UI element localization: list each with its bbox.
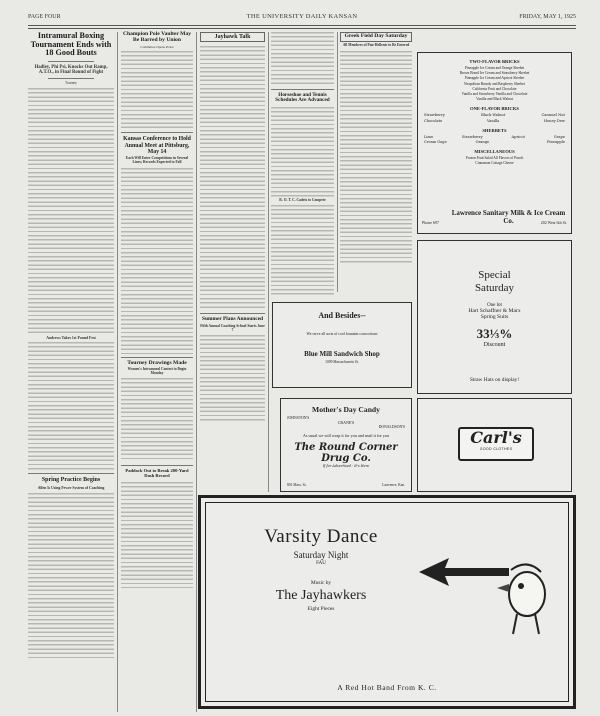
- sherbet-item: Strawberry: [461, 134, 483, 139]
- sherbet-item: Cream Gage: [424, 140, 447, 145]
- masthead-rule-2: [28, 28, 576, 29]
- mothers-day-ad: [280, 398, 412, 492]
- tournament-lead: Tourney: [65, 81, 77, 86]
- varsity-pieces: Eight Pieces: [307, 606, 335, 612]
- besides-title: And Besides--: [318, 311, 366, 320]
- one-flavor-item: Caramel Nut: [541, 113, 565, 118]
- varsity-title: Varsity Dance: [264, 526, 378, 547]
- rotc-headline: R. O. T. C. Cadets to Compete: [279, 197, 326, 202]
- article-body: [121, 482, 193, 588]
- column-rule: [268, 32, 269, 492]
- pole-vaulter-dateline: Committee Opens Probe: [140, 44, 174, 49]
- two-flavor-item: Vanilla and Black Walnut: [476, 97, 513, 102]
- sherbets-title: SHERBETS: [482, 127, 507, 133]
- drug-store-city: Lawrence, Kan.: [382, 483, 405, 487]
- drug-store-footer: [287, 483, 405, 487]
- article-body: [28, 342, 114, 470]
- one-flavor-item: Chocolate: [424, 118, 443, 123]
- varsity-footer: A Red Hot Band From K. C.: [337, 683, 437, 692]
- varsity-band: The Jayhawkers: [275, 588, 367, 603]
- paddock-headline: Paddock Out to Break 200-Yard Dash Record: [125, 468, 189, 479]
- two-flavor-item: Pineapple Ice Cream and Apricot Sherbet: [464, 76, 525, 81]
- ice-cream-footer: [422, 209, 567, 227]
- jayhawk-arrow-icon: [409, 544, 559, 644]
- one-flavor-title: ONE-FLAVOR BRICKS: [470, 106, 519, 112]
- special-saturday-ad: [417, 240, 572, 394]
- special-line-3: Spring Suits: [480, 314, 509, 320]
- besides-line: We serve all sorts of cool fountain concoctions: [306, 332, 378, 336]
- varsity-dance-ad: [198, 495, 576, 709]
- two-flavor-item: California Fruit and Chocolate: [472, 86, 517, 91]
- article-body: [28, 88, 114, 334]
- one-flavor-item: Vanilla: [486, 118, 500, 123]
- two-flavor-list: [418, 66, 571, 102]
- ice-cream-address: 202 West 6th St.: [540, 220, 567, 225]
- sherbet-item: Lime: [424, 134, 434, 139]
- sherbet-item: Pineapple: [546, 140, 565, 145]
- column-5: [340, 32, 412, 263]
- straw-hats: Straw Hats on display!: [469, 377, 520, 383]
- special-line-1: One lot: [487, 303, 502, 308]
- sherbet-row: [424, 140, 565, 145]
- one-flavor-item: Honey Dew: [543, 118, 565, 123]
- article-body: [28, 493, 114, 658]
- varsity-dance-text: [221, 526, 421, 612]
- special-discount: 33⅓%: [476, 326, 513, 341]
- jayhawk-talk-headline: Jayhawk Talk: [200, 32, 265, 42]
- misc-list: [418, 156, 571, 166]
- one-flavor-row: [424, 119, 565, 124]
- article-body: [200, 335, 265, 423]
- article-body: [200, 46, 265, 310]
- two-flavor-item: Neapolitan Brandy and Raspberry Sherbet: [464, 81, 525, 86]
- carls-logo: [458, 427, 534, 461]
- article-body: [271, 32, 334, 86]
- varsity-venue: FAU: [316, 561, 326, 566]
- mothers-day-title: Mother's Day Candy: [312, 405, 380, 414]
- summer-subhead: Fifth Annual Coaching School Starts June 7: [200, 323, 265, 332]
- summer-headline: Summer Plans Announced: [201, 316, 263, 323]
- two-flavor-item: Pineapple Ice Cream and Orange Sherbet: [464, 66, 525, 70]
- sherbet-item: Grape: [553, 134, 565, 139]
- carls-brand: Carl's: [470, 428, 522, 447]
- ice-cream-ad: [417, 52, 572, 234]
- tournament-subhead: Hadley, Phi Psi, Knocks Out Ramp, A.T.O., in Final Round of Fight: [34, 64, 108, 76]
- brand-johnston: JOHNSTON'S: [287, 416, 310, 420]
- conference-headline: Kansas Conference to Hold Annual Meet at Pittsburg, May 14: [123, 136, 191, 155]
- horseshoe-headline: Horseshoe and Tennis Schedules Are Advanced: [275, 92, 330, 104]
- misc-item: Cinnamon Cottage Cheese: [475, 161, 514, 166]
- greek-subhead: All Members of Pan-Hellenic to Be Entered: [342, 42, 410, 47]
- special-title: Special: [478, 269, 511, 281]
- shop-address: 1009 Massachusetts St.: [325, 360, 359, 364]
- drug-store-address: 801 Mass. St.: [287, 483, 307, 487]
- two-flavor-item: Brown Bread Ice Cream and Strawberry Sherbet: [459, 71, 530, 76]
- one-flavor-item: Strawberry: [424, 113, 445, 118]
- sherbet-item: Apricot: [511, 134, 525, 139]
- sandwich-shop-ad: [272, 302, 412, 388]
- column-rule: [117, 32, 118, 712]
- sherbets-list: [424, 135, 565, 145]
- article-body: [271, 107, 334, 197]
- page-number: PAGE FOUR: [28, 14, 61, 20]
- special-title-2: Saturday: [474, 282, 515, 294]
- drug-store-name: The Round Corner Drug Co.: [294, 442, 398, 464]
- shop-name: Blue Mill Sandwich Shop: [304, 350, 380, 358]
- column-1: [28, 32, 114, 658]
- conference-subhead: Each Will Enter Competitions in Several Lines; Records Expected to Fall: [125, 155, 189, 164]
- column-4: [271, 32, 334, 295]
- drug-store-slogan: If for Advertised - It's Here: [322, 464, 370, 468]
- greek-headline: Greek Field Day Saturday: [340, 32, 412, 42]
- misc-title: MISCELLANEOUS: [474, 149, 515, 155]
- ice-cream-phone: Phone 697: [422, 220, 439, 225]
- article-body: [121, 378, 193, 462]
- varsity-day: Saturday Night: [293, 550, 349, 560]
- mothers-day-tagline: As usual we will wrap it for you and mail it for you: [302, 433, 390, 438]
- pole-vaulter-headline: Champion Pole Vaulter May Be Barred by Union: [122, 31, 192, 43]
- article-body: [340, 51, 412, 263]
- tourney-drawings-headline: Tourney Drawings Made: [127, 359, 187, 366]
- two-flavor-title: TWO-FLAVOR BRICKS: [469, 59, 520, 64]
- carls-tag: GOOD CLOTHES: [479, 447, 513, 451]
- masthead-rule: [28, 25, 576, 26]
- tourney-drawings-subhead: Women's Intramural Contest to Begin Monday: [127, 367, 187, 376]
- ice-cream-company: Lawrence Sanitary Milk & Ice Cream Co.: [451, 209, 566, 225]
- varsity-music-by: Music by: [310, 580, 332, 586]
- special-discount-word: Discount: [483, 342, 506, 348]
- masthead: [28, 12, 576, 24]
- brand-crane: CRANE'S: [337, 420, 355, 425]
- column-2: [121, 32, 193, 588]
- spring-headline: Spring Practice Begins: [41, 477, 101, 484]
- article-body: [271, 205, 334, 295]
- spring-subhead: Allen Is Using Fewer System of Coaching: [37, 485, 105, 490]
- tournament-headline: Intramural Boxing Tournament Ends with 18 Good Bouts: [30, 31, 112, 58]
- sherbet-item: Orange: [475, 140, 490, 145]
- column-rule: [337, 32, 338, 292]
- article-body: [121, 168, 193, 354]
- brand-donaldson: DONALDSON'S: [378, 425, 405, 429]
- special-line-2: Hart Schaffner & Marx: [468, 308, 521, 314]
- column-rule: [196, 32, 197, 712]
- carls-ad: [417, 398, 572, 492]
- column-3: [200, 32, 265, 423]
- two-flavor-item: Vanilla and Strawberry Vanilla and Chocolate: [461, 92, 528, 97]
- issue-date: FRIDAY, MAY 1, 1925: [519, 14, 576, 20]
- paper-name: THE UNIVERSITY DAILY KANSAN: [246, 13, 358, 20]
- article-body: [121, 51, 193, 129]
- one-flavor-list: [424, 113, 565, 123]
- andrews-headline: Andrews Takes 1st Pound Fest: [46, 336, 96, 341]
- one-flavor-item: Black Walnut: [481, 113, 506, 118]
- misc-item: Frozen Fruit Salad All Flavors of Punch: [465, 156, 524, 161]
